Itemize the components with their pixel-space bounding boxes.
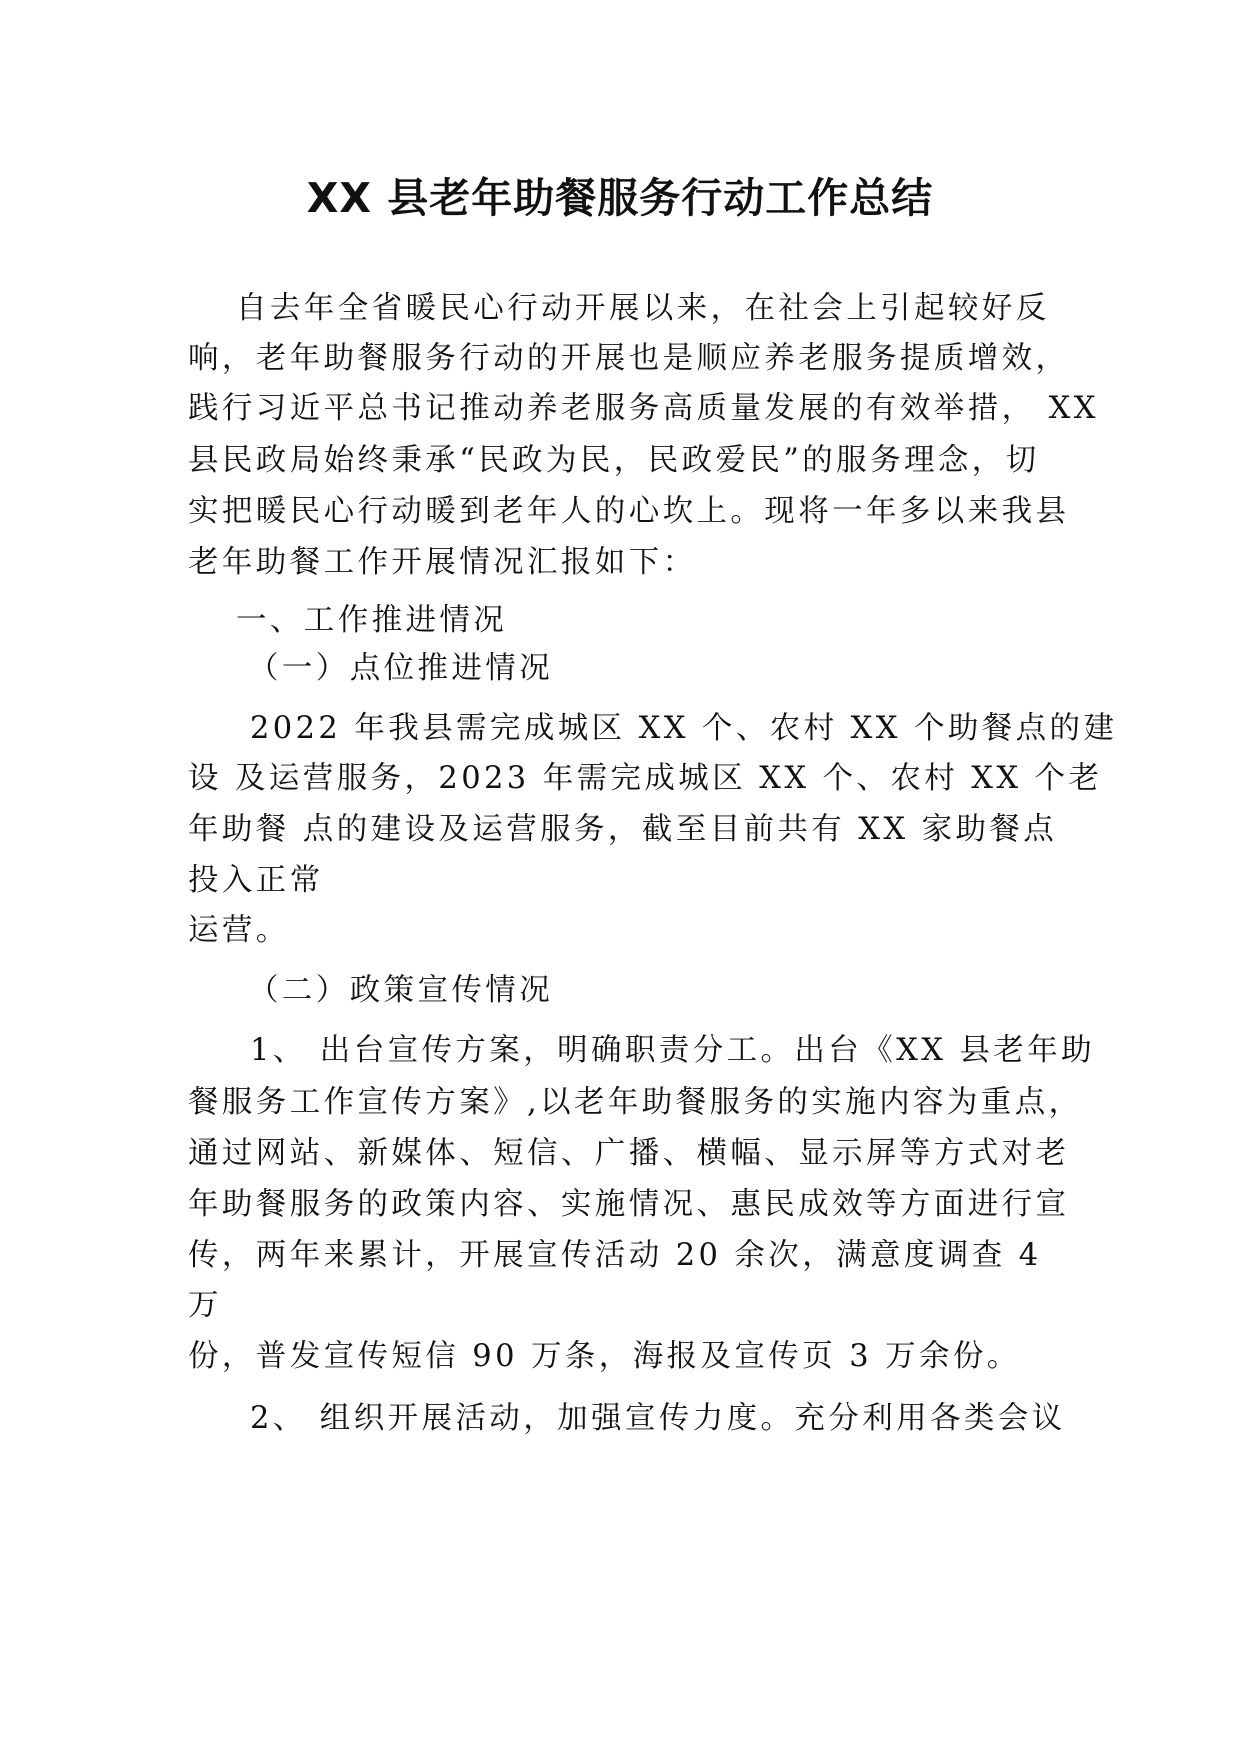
- body-line: 通过网站、新媒体、短信、广播、横幅、显示屏等方式对老: [188, 1136, 1070, 1171]
- intro-line: 响，老年助餐服务行动的开展也是顺应养老服务提质增效，: [188, 341, 1070, 376]
- document-title: XX 县老年助餐服务行动工作总结: [306, 174, 934, 222]
- body-line: 餐服务工作宣传方案》,以老年助餐服务的实施内容为重点，: [188, 1085, 1083, 1120]
- body-line: 万: [188, 1288, 222, 1323]
- intro-line: 县民政局始终秉承“民政为民，民政爱民”的服务理念，切: [188, 443, 1040, 478]
- body-line: 2022 年我县需完成城区 XX 个、农村 XX 个助餐点的建: [250, 711, 1118, 746]
- body-line: 年助餐 点的建设及运营服务，截至目前共有 XX 家助餐点: [188, 812, 1058, 847]
- body-line: 设 及运营服务，2023 年需完成城区 XX 个、农村 XX 个老: [188, 761, 1103, 796]
- body-line: 运营。: [188, 913, 290, 948]
- subsection-heading: （二）政策宣传情况: [248, 973, 554, 1008]
- intro-line: 实把暖民心行动暖到老年人的心坎上。现将一年多以来我县: [188, 494, 1070, 529]
- intro-line: 自去年全省暖民心行动开展以来，在社会上引起较好反: [236, 291, 1050, 326]
- body-line: 传，两年来累计，开展宣传活动 20 余次，满意度调查 4: [188, 1238, 1042, 1273]
- intro-line: 践行习近平总书记推动养老服务高质量发展的有效举措， XX: [188, 391, 1099, 426]
- intro-line: 老年助餐工作开展情况汇报如下：: [188, 545, 697, 580]
- body-line: 投入正常: [188, 863, 324, 898]
- body-line: 年助餐服务的政策内容、实施情况、惠民成效等方面进行宣: [188, 1187, 1070, 1222]
- body-line: 份，普发宣传短信 90 万条，海报及宣传页 3 万余份。: [188, 1339, 1021, 1374]
- section-heading: 一、工作推进情况: [236, 603, 508, 638]
- subsection-heading: （一）点位推进情况: [248, 651, 554, 686]
- body-line: 1、 出台宣传方案，明确职责分工。出台《XX 县老年助: [250, 1033, 1096, 1068]
- body-line: 2、 组织开展活动，加强宣传力度。充分利用各类会议: [250, 1401, 1066, 1436]
